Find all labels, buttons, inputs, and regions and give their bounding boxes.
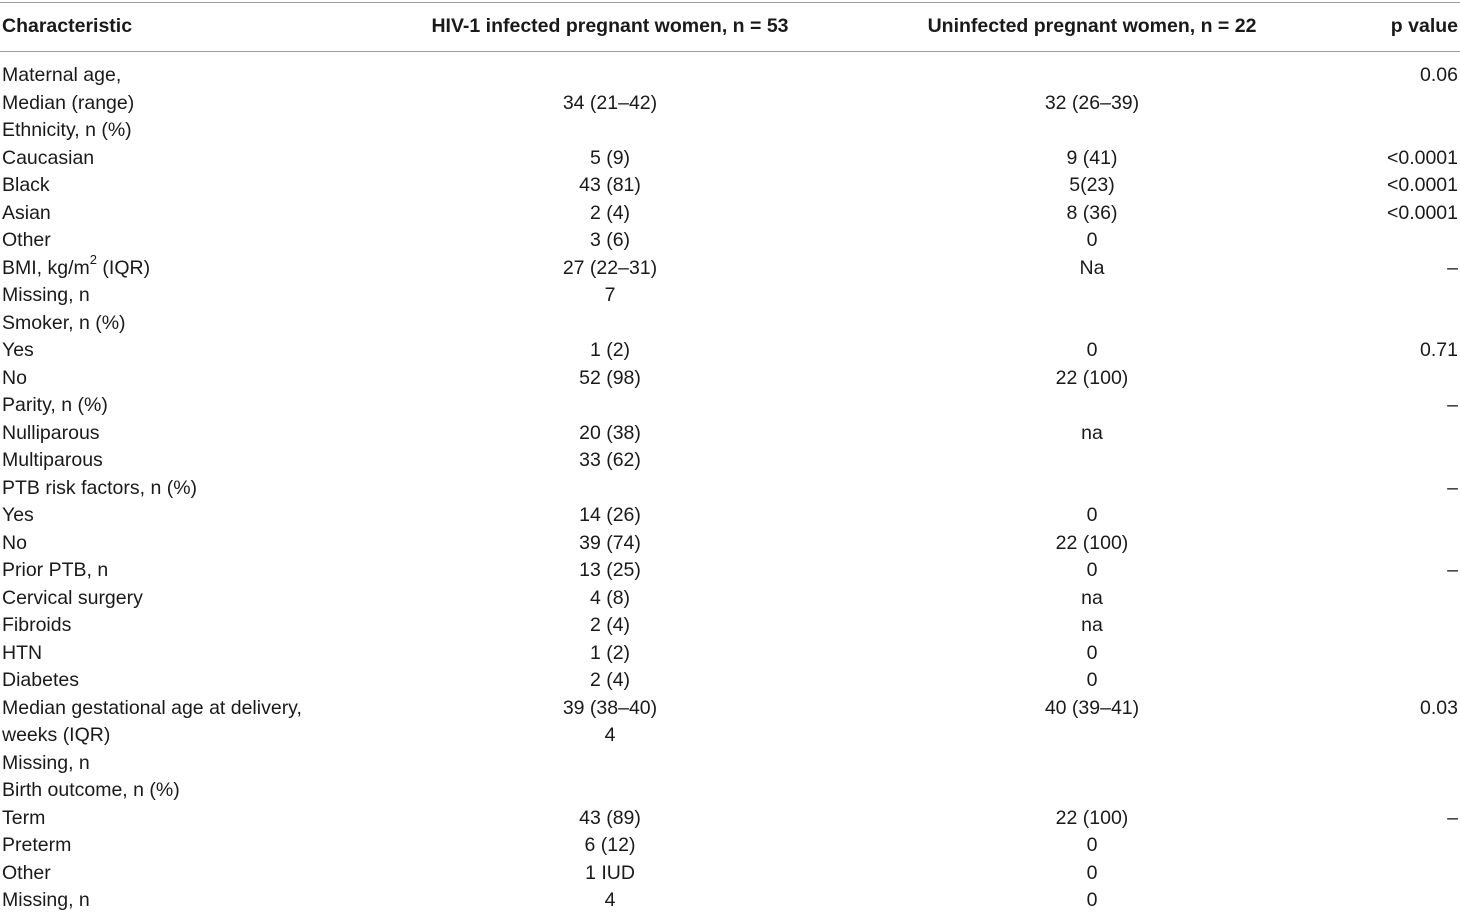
cell-characteristic: Other (2, 861, 51, 884)
cell-characteristic-text: BMI, kg/m (2, 256, 90, 279)
cell-uninfected: 0 (1086, 504, 1098, 526)
cell-uninfected: 0 (1086, 889, 1098, 911)
cell-characteristic: Yes (2, 504, 34, 526)
cell-uninfected: 32 (26–39) (1044, 91, 1140, 114)
table-row (0, 887, 1460, 915)
table-row (0, 695, 1460, 723)
cell-uninfected: 0 (1086, 834, 1098, 856)
cell-uninfected: Na (1079, 256, 1105, 279)
table-row (0, 777, 1460, 805)
cell-characteristic: Missing, n (2, 751, 90, 774)
cell-characteristic-suffix: (IQR) (97, 256, 151, 279)
cell-characteristic: Ethnicity, n (%) (2, 119, 132, 141)
cell-characteristic: Caucasian (2, 146, 95, 169)
table-row (0, 612, 1460, 640)
cell-characteristic: Missing, n (2, 889, 90, 911)
table-row (0, 832, 1460, 860)
cell-hiv-infected: 14 (26) (579, 504, 641, 526)
cell-uninfected: na (1081, 614, 1103, 636)
cell-uninfected: 0 (1086, 861, 1098, 884)
cell-uninfected: 0 (1086, 559, 1098, 581)
table-row (0, 805, 1460, 833)
cell-characteristic: Smoker, n (%) (2, 311, 126, 334)
cell-hiv-infected: 13 (25) (579, 559, 641, 581)
cell-characteristic: Maternal age, (2, 64, 122, 86)
table-row (0, 172, 1460, 200)
table-row (0, 750, 1460, 778)
header-uninfected: Uninfected pregnant women, n = 22 (927, 15, 1257, 37)
table-row (0, 310, 1460, 338)
cell-characteristic: Multiparous (2, 449, 103, 471)
cell-uninfected: 8 (36) (1066, 201, 1118, 224)
cell-hiv-infected: 27 (22–31) (562, 256, 658, 279)
cell-uninfected: 0 (1086, 669, 1098, 691)
table-row (0, 145, 1460, 173)
table-row (0, 722, 1460, 750)
table-row (0, 252, 1460, 283)
cell-characteristic: weeks (IQR) (2, 724, 111, 746)
table-header-rule (0, 51, 1460, 52)
table-row (0, 447, 1460, 475)
cell-characteristic (2, 252, 151, 283)
table-row (0, 392, 1460, 420)
table-row (0, 585, 1460, 613)
table-row (0, 365, 1460, 393)
cell-characteristic: Diabetes (2, 669, 79, 691)
cell-p-value: 0.06 (1420, 64, 1458, 86)
cell-p-value: – (1447, 256, 1458, 279)
cell-characteristic: Preterm (2, 834, 72, 856)
table-row (0, 640, 1460, 668)
cell-uninfected: 9 (41) (1066, 146, 1118, 169)
table-row (0, 200, 1460, 228)
table-row (0, 667, 1460, 695)
cell-p-value: <0.0001 (1386, 174, 1458, 196)
cell-uninfected: na (1081, 421, 1103, 444)
cell-hiv-infected: 4 (604, 724, 616, 746)
cell-p-value: <0.0001 (1386, 201, 1458, 224)
cell-hiv-infected: 43 (89) (579, 806, 641, 829)
cell-hiv-infected: 1 (2) (589, 641, 631, 664)
table-row (0, 282, 1460, 310)
cell-hiv-infected: 33 (62) (579, 449, 641, 471)
cell-characteristic: Nulliparous (2, 421, 100, 444)
cell-characteristic: Birth outcome, n (%) (2, 779, 180, 801)
table-row (0, 475, 1460, 503)
header-characteristic: Characteristic (2, 15, 133, 37)
table-row (0, 420, 1460, 448)
cell-characteristic: Median (range) (2, 91, 135, 114)
cell-characteristic: Prior PTB, n (2, 559, 109, 581)
cell-hiv-infected: 5 (9) (589, 146, 631, 169)
cell-p-value: – (1447, 394, 1458, 416)
table-row (0, 502, 1460, 530)
cell-characteristic: No (2, 531, 27, 554)
cell-hiv-infected: 34 (21–42) (562, 91, 658, 114)
cell-uninfected: 0 (1086, 641, 1098, 664)
table-row (0, 530, 1460, 558)
cell-characteristic: Yes (2, 339, 34, 361)
cell-hiv-infected: 4 (8) (589, 586, 631, 609)
cell-hiv-infected: 52 (98) (579, 366, 641, 389)
cell-characteristic: Asian (2, 201, 51, 224)
cell-characteristic: Missing, n (2, 284, 90, 306)
cell-p-value: 0.71 (1420, 339, 1458, 361)
cell-uninfected: 22 (100) (1055, 366, 1129, 389)
cell-characteristic: Fibroids (2, 614, 72, 636)
superscript: 2 (89, 252, 97, 267)
cell-hiv-infected: 4 (604, 889, 616, 911)
cell-uninfected: 40 (39–41) (1044, 696, 1140, 719)
cell-characteristic: Parity, n (%) (2, 394, 108, 416)
cell-hiv-infected: 43 (81) (579, 174, 641, 196)
cell-hiv-infected: 6 (12) (584, 834, 636, 856)
header-hiv-infected: HIV-1 infected pregnant women, n = 53 (431, 15, 789, 37)
table-row (0, 337, 1460, 365)
cell-hiv-infected: 2 (4) (589, 669, 631, 691)
cell-hiv-infected: 1 (2) (589, 339, 631, 361)
cell-p-value: – (1447, 806, 1458, 829)
cell-hiv-infected: 39 (38–40) (562, 696, 658, 719)
cell-uninfected: 5(23) (1069, 174, 1115, 196)
cell-characteristic: HTN (2, 641, 43, 664)
cell-characteristic: Term (2, 806, 46, 829)
cell-characteristic: PTB risk factors, n (%) (2, 476, 198, 499)
cell-hiv-infected: 2 (4) (589, 201, 631, 224)
table-row (0, 62, 1460, 90)
table-row (0, 117, 1460, 145)
table-row (0, 860, 1460, 888)
cell-hiv-infected: 3 (6) (589, 229, 631, 251)
header-p-value: p value (1390, 15, 1458, 37)
cell-hiv-infected: 7 (604, 284, 616, 306)
cell-uninfected: 22 (100) (1055, 806, 1129, 829)
cell-characteristic: Cervical surgery (2, 586, 143, 609)
table-row (0, 227, 1460, 255)
table-row (0, 557, 1460, 585)
cell-p-value: <0.0001 (1386, 146, 1458, 169)
table-header (0, 0, 1460, 52)
cell-p-value: 0.03 (1420, 696, 1458, 719)
cell-characteristic: Other (2, 229, 51, 251)
cell-uninfected: 0 (1086, 229, 1098, 251)
cell-p-value: – (1447, 476, 1458, 499)
cell-hiv-infected: 2 (4) (589, 614, 631, 636)
cell-hiv-infected: 1 IUD (585, 861, 635, 884)
cell-characteristic: No (2, 366, 27, 389)
cell-characteristic: Median gestational age at delivery, (2, 696, 302, 719)
cell-p-value: – (1447, 559, 1458, 581)
cell-hiv-infected: 39 (74) (579, 531, 641, 554)
cell-uninfected: na (1081, 586, 1103, 609)
cell-uninfected: 22 (100) (1055, 531, 1129, 554)
cell-hiv-infected: 20 (38) (579, 421, 641, 444)
cell-characteristic: Black (2, 174, 50, 196)
table-row (0, 90, 1460, 118)
cell-uninfected: 0 (1086, 339, 1098, 361)
